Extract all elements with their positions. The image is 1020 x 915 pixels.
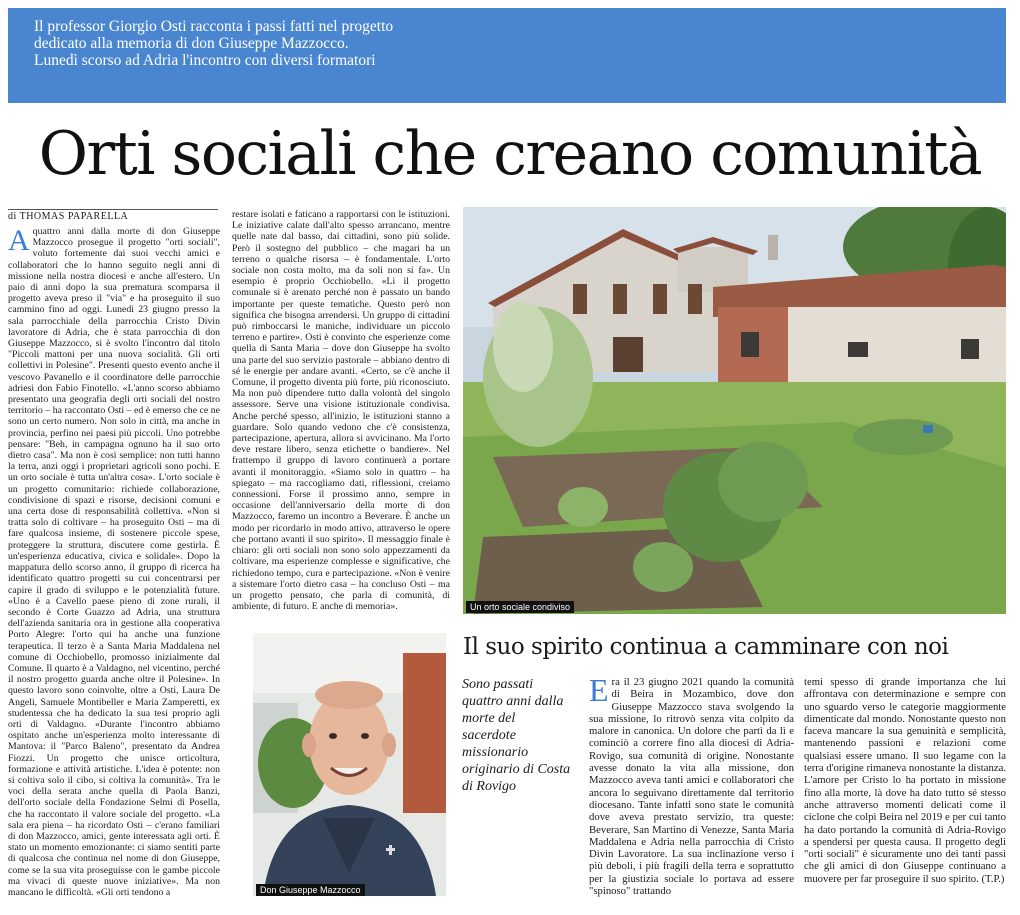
sidebar-column-2 bbox=[804, 676, 1006, 898]
garden-photo-illustration bbox=[463, 207, 1006, 614]
byline-rule bbox=[8, 209, 218, 210]
sidebar-text-2: temi spesso di grande importanza che lui affrontava con determinazione e sempre con uno sguardo verso le categorie maggiormente dimenticate dal mondo. Nonostante questo non faceva mancare la sua genuinità e semplicità, mantenendo passioni e relazioni come qualsiasi essere umano. Il suo legame con la terra d'origine rimaneva nonostante la distanza. L'amore per Cristo lo ha portato in missione fino alla morte, là dove ha dato tutto sé stesso anche attraverso momenti delicati come il ciclone che colpì Beira nel 2019 e per cui tanto ha dato portando la comunità di Adria-Rovigo a spendersi per questa causa. Il progetto degli "orti sociali" è sicuramente uno dei tanti passi che gli amici di don Giuseppe continuano a muovere per far proseguire il suo spirito. (T.P.) bbox=[804, 676, 1006, 885]
banner-text: Il professor Giorgio Osti racconta i passi fatti nel progetto dedicato alla memoria di don Giuseppe Mazzocco. Lunedì scorso ad Adria l'incontro con diversi formatori bbox=[34, 18, 394, 69]
article-headline: Orti sociali che creano comunità bbox=[38, 119, 982, 189]
garden-photo-caption: Un orto sociale condiviso bbox=[466, 601, 574, 613]
portrait-caption: Don Giuseppe Mazzocco bbox=[256, 884, 365, 896]
sidebar-drop-cap: E bbox=[589, 676, 609, 708]
portrait-illustration bbox=[253, 633, 446, 896]
sidebar-subhead: Il suo spirito continua a camminare con noi bbox=[463, 634, 949, 660]
summary-banner bbox=[8, 8, 1006, 103]
sidebar-text-1: ra il 23 giugno 2021 quando la comunità di Beira in Mozambico, dove don Giuseppe Mazzocco stava svolgendo la sua missione, lo ritrovò senza vita colpito da malore in canonica. Un dolore che partì da lì e cominciò a correre fino alla diocesi di Adria-Rovigo, sua comunità di origine. Nonostante avesse donato la vita alla missione, don Mazzocco aveva tanti amici e collaboratori che ancora lo seguivano direttamente dal territorio diocesano. Tante infatti sono state le comunità dove aveva prestato servizio, tra queste: Beverare, San Martino di Venezze, Santa Maria Maddalena e Adria nella parrocchia di Cristo Divin Lavoratore. La sua inclinazione verso i più deboli, i più fragili della terra e soprattutto per la giustizia sociale lo portava ad essere "spinoso" trattando bbox=[589, 676, 794, 898]
sidebar-column-1 bbox=[589, 676, 794, 898]
body-text-1: quattro anni dalla morte di don Giuseppe Mazzocco prosegue il progetto "orti sociali", voluto fortemente dai suoi vecchi amici e collaboratori che lo hanno seguito negli anni di missione nella nostra diocesi e anche all'estero. Un paio di anni dopo la sua prematura scomparsa il progetto aveva preso il "via" e ha proseguito il suo cammino fino ad oggi. Lunedì 23 giugno presso la sala parrocchiale della parrocchia Cristo Divin lavoratore di Adria, che è stata parrocchia di don Giuseppe Mazzocco, si è svolto l'incontro dal titolo "Piccoli mattoni per una nuova socialità. Gli orti collettivi in Polesine". Presenti questo evento anche il vescovo Pavanello e il coordinatore delle parrocchie adriesi don Fabio Finotello. «L'anno scorso abbiamo presentato una geografia degli orti sociali del nostro territorio – ha raccontato Osti – ed è emerso che ce ne sono un certo numero. Non solo in città, ma anche in provincia, perfino nei paesi più piccoli. Uno potrebbe pensare: "Beh, in campagna ognuno ha il suo orto dietro casa". Ma non è così semplice: non tutti hanno la terra, anzi oggi i proprietari agricoli sono pochi. E un orto sociale è tutta un'altra cosa». L'orto sociale è un progetto comunitario: richiede collaborazione, condivisione di spazi e risorse, decisioni comuni e una certa dose di responsabilità collettiva. «Non si tratta solo di coltivare – ha proseguito Osti – ma di fare qualcosa insieme, di sostenere piccole spese, proteggere la struttura, discutere come gestirla. È un'esperienza educativa, civica e solidale». Dopo la mappatura dello scorso anno, il gruppo di ricerca ha identificato quattro progetti su cui concentrarsi per capire il grado di sviluppo e le potenzialità future. «Uno è a Cavello paese pieno di zone rurali, il secondo è Corte Guazzo ad Adria, una struttura dell'azienda sanitaria ora in gestione alla cooperativa Porto Alegre: l'orto qui ha anche una funzione terapeutica. Il terzo è a Santa Maria Maddalena nel comune di Occhiobello, promosso inizialmente dal Comune. Il quarto è a Valdagno, nel vicentino, perché il nostro progetto guarda anche oltre il Polesine». In questo lavoro sono coinvolte, oltre a Osti, Laura De Angeli, Samuele Montibeller e Maria Zamperetti, ex studentessa che ha dedicato la sua tesi proprio agli orti di Valdagno. «Durante l'incontro abbiamo ospitato anche un'esperienza molto interessante di Mantova: il "Parco Baleno", presentato da Andrea Fiozzi. Un progetto che unisce orticoltura, formazione e attività artistiche. L'idea è potente: non si coltiva solo il cibo, si coltiva la comunità». Tra le voci della serata anche quella di Paola Banzi, dell'orto sociale della Fondazione Selmi di Posella, che ha raccontato il valore sociale del progetto. «La sala era piena – ha ricordato Osti – c'erano familiari di don Mazzocco, amici, gente interessata agli orti. È stato un momento emozionante: ci siamo sentiti parte di qualcosa che continua nel nome di don Giuseppe, come se la sua vita proseguisse con le gambe piccole ma vivaci di queste nuove iniziative». Ma non mancano le difficoltà. «Gli orti tendono a bbox=[8, 226, 220, 898]
garden-photo bbox=[463, 207, 1006, 614]
byline: di THOMAS PAPARELLA bbox=[8, 211, 129, 222]
drop-cap: A bbox=[8, 226, 30, 257]
body-text-2: restare isolati e faticano a rapportarsi con le istituzioni. Le iniziative calate dall'alto spesso arrancano, mentre quelle nate dal basso, dai cittadini, sono più solide. Però il sostegno del pubblico – che magari ha un terreno o qualche risorsa – è fondamentale. L'orto sociale non costa molto, ma da soli non si fa». Un esempio è proprio Occhiobello. «Lì il progetto comunale si è arenato perché non è passato un bando importante per queste tematiche. Questo però non significa che bisogna arrendersi. Un gruppo di cittadini può rimboccarsi le maniche, individuare un piccolo terreno e partire». Osti è convinto che esperienze come quella di Santa Maria – dove don Giuseppe ha svolto una parte del suo servizio pastorale – abbiano dentro di sé le energie per andare avanti. «Certo, se c'è anche il Comune, il progetto diventa più forte, più riconosciuto. Ma non può dipendere tutto dalla volontà del singolo assessore. Serve una visione istituzionale condivisa. Anche perché spesso, all'inizio, le istituzioni stanno a guardare. Solo quando vedono che c'è consistenza, partecipazione, apertura, allora si avvicinano. Ma l'orto deve restare libero, senza etichette o bandiere». Nel frattempo il gruppo di lavoro continuerà a portare avanti il monitoraggio. «Siamo solo in quattro – ha spiegato – ma raccogliamo dati, riflessioni, creiamo connessioni. Forse il prossimo anno, sempre in occasione dell'anniversario della morte di don Mazzocco, faremo un incontro a Beverare. È anche un modo per ricordarlo in modo attivo, attraverso le opere che portano avanti il suo spirito». Il messaggio finale è chiaro: gli orti sociali non sono solo appezzamenti da coltivare, ma esperienze complesse e significative, che richiedono tempo, cura e partecipazione. «Non è venire a sistemare l'orto dietro casa – ha concluso Osti – ma un progetto pensato, che parla di comunità, di ambiente, di futuro. E anche di memoria». bbox=[232, 209, 450, 613]
portrait-photo bbox=[253, 633, 446, 896]
sidebar-standfirst: Sono passati quattro anni dalla morte del sacerdote missionario originario di Costa di Rovigo bbox=[462, 677, 571, 794]
body-column-1 bbox=[8, 226, 220, 906]
body-column-2 bbox=[232, 209, 450, 614]
